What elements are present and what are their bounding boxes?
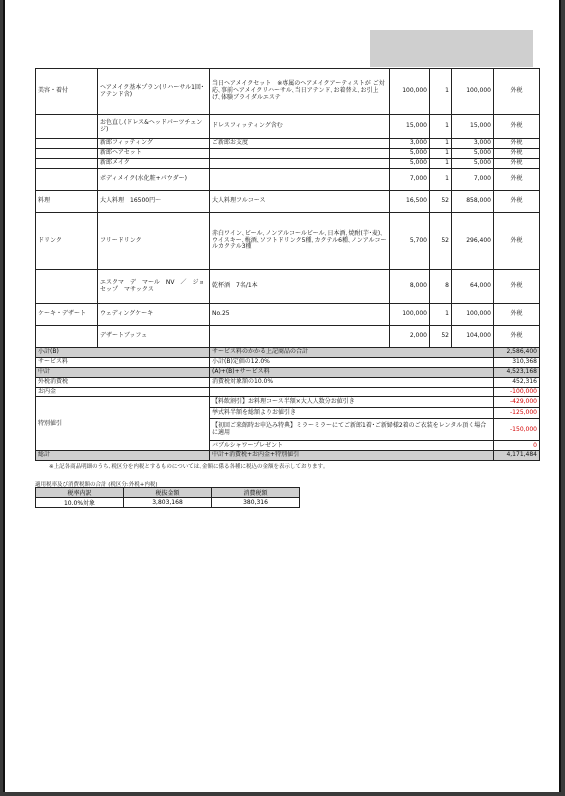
column-header: 消費税額 bbox=[212, 488, 300, 498]
category-cell bbox=[36, 139, 98, 149]
column-header: 税率内訳 bbox=[36, 488, 124, 498]
discount-amount: -125,000 bbox=[494, 408, 540, 419]
midtotal-row bbox=[36, 367, 540, 377]
amount-cell: 7,000 bbox=[452, 169, 494, 191]
total-desc: 中計+消費税+お内金+特別値引 bbox=[210, 451, 494, 461]
desc-cell: 当日ヘアメイクセット ※専属のヘアメイクアーティストが ご対応､事前ヘアメイクリハーサル､当日アテンド､お着替え､お引上げ､体験ブライダルエステ bbox=[210, 69, 390, 115]
desc-cell: 大人料理フルコース bbox=[210, 191, 390, 213]
tax-cell: 外税 bbox=[494, 213, 540, 270]
qty-cell: 52 bbox=[430, 191, 452, 213]
estimate-page bbox=[3, 0, 561, 792]
category-cell: 美容・着付 bbox=[36, 69, 98, 115]
amount-cell: 5,000 bbox=[452, 159, 494, 169]
category-cell bbox=[36, 149, 98, 159]
tax-amount-cell: 380,316 bbox=[212, 498, 300, 508]
discount-amount: 0 bbox=[494, 441, 540, 451]
table-row bbox=[36, 115, 540, 139]
discount-label: 特別値引 bbox=[36, 397, 210, 451]
amount-cell: 104,000 bbox=[452, 326, 494, 348]
tax-cell: 外税 bbox=[494, 69, 540, 115]
tax-note: ※上記各商品明細のうち､税区分を内税とするものについては､金額に係る各種に税込の金額を表示しております｡ bbox=[49, 464, 326, 470]
amount-cell: 15,000 bbox=[452, 115, 494, 139]
subtotal-row bbox=[36, 348, 540, 358]
amount-cell: 5,000 bbox=[452, 149, 494, 159]
total-label: 総計 bbox=[36, 451, 210, 461]
grand-total-row bbox=[36, 451, 540, 461]
qty-cell: 1 bbox=[430, 159, 452, 169]
table-row bbox=[36, 304, 540, 326]
summary-label: 外税消費税 bbox=[36, 377, 210, 387]
qty-cell: 1 bbox=[430, 169, 452, 191]
category-cell bbox=[36, 270, 98, 304]
tax-cell: 外税 bbox=[494, 191, 540, 213]
item-cell: 新郎メイク bbox=[98, 159, 210, 169]
tax-cell: 外税 bbox=[494, 149, 540, 159]
redacted-area bbox=[370, 30, 533, 67]
tax-cell: 外税 bbox=[494, 159, 540, 169]
total-amount: 4,171,484 bbox=[494, 451, 540, 461]
summary-amount: -100,000 bbox=[494, 387, 540, 397]
desc-cell bbox=[210, 169, 390, 191]
tax-summary-title: 適用税率及び消費税額の合計 (税区分:外税+内税) bbox=[35, 482, 158, 488]
column-header: 税抜金額 bbox=[124, 488, 212, 498]
item-cell: ボディメイク(水化粧+パウダー) bbox=[98, 169, 210, 191]
desc-cell: No.25 bbox=[210, 304, 390, 326]
price-cell: 3,000 bbox=[390, 139, 430, 149]
price-cell: 2,000 bbox=[390, 326, 430, 348]
table-row bbox=[36, 159, 540, 169]
category-cell bbox=[36, 169, 98, 191]
amount-cell: 296,400 bbox=[452, 213, 494, 270]
item-cell: お色直し(ドレス&ヘッドパーツチェンジ) bbox=[98, 115, 210, 139]
price-cell: 15,000 bbox=[390, 115, 430, 139]
discount-desc: バブルシャワープレゼント bbox=[210, 441, 494, 451]
price-cell: 5,700 bbox=[390, 213, 430, 270]
amount-cell: 100,000 bbox=[452, 304, 494, 326]
qty-cell: 1 bbox=[430, 69, 452, 115]
price-cell: 16,500 bbox=[390, 191, 430, 213]
summary-desc: 消費税対象額の10.0% bbox=[210, 377, 494, 387]
tax-cell: 外税 bbox=[494, 139, 540, 149]
table-row bbox=[36, 270, 540, 304]
summary-amount: 452,316 bbox=[494, 377, 540, 387]
desc-cell: ご新郎お支度 bbox=[210, 139, 390, 149]
qty-cell: 8 bbox=[430, 270, 452, 304]
desc-cell bbox=[210, 326, 390, 348]
tax-cell: 外税 bbox=[494, 304, 540, 326]
desc-cell: 赤白ワイン､ビール､ノンアルコールビール､日本酒､焼酎(芋･麦)､ウイスキー､梅酒､ソフトドリンク5種､カクテル6種､ノンアルコールカクテル3種 bbox=[210, 213, 390, 270]
qty-cell: 52 bbox=[430, 213, 452, 270]
desc-cell: 乾杯酒 7名/1本 bbox=[210, 270, 390, 304]
tax-cell: 外税 bbox=[494, 270, 540, 304]
discount-desc: 【料飲割引】お料理コース半額×大人人数分お値引き bbox=[210, 397, 494, 408]
summary-label: 小計(B) bbox=[36, 348, 210, 358]
item-cell: ウェディングケーキ bbox=[98, 304, 210, 326]
discount-row bbox=[36, 397, 540, 408]
desc-cell: ドレスフィッティング含む bbox=[210, 115, 390, 139]
qty-cell: 1 bbox=[430, 304, 452, 326]
deposit-row bbox=[36, 387, 540, 397]
tax-summary-header bbox=[36, 488, 300, 498]
item-cell: 新郎フィッティング bbox=[98, 139, 210, 149]
item-cell: 大人料理 16500円～ bbox=[98, 191, 210, 213]
category-cell bbox=[36, 159, 98, 169]
price-cell: 5,000 bbox=[390, 149, 430, 159]
pre-tax-amount-cell: 3,803,168 bbox=[124, 498, 212, 508]
estimate-table bbox=[35, 68, 540, 461]
table-row bbox=[36, 169, 540, 191]
desc-cell bbox=[210, 149, 390, 159]
service-charge-row bbox=[36, 357, 540, 367]
qty-cell: 52 bbox=[430, 326, 452, 348]
summary-amount: 4,523,168 bbox=[494, 367, 540, 377]
price-cell: 100,000 bbox=[390, 69, 430, 115]
category-cell bbox=[36, 326, 98, 348]
summary-amount: 310,368 bbox=[494, 357, 540, 367]
table-row bbox=[36, 191, 540, 213]
qty-cell: 1 bbox=[430, 115, 452, 139]
item-cell: エスクマ デ マール NV ／ ジョセップ マサックス bbox=[98, 270, 210, 304]
summary-label: お内金 bbox=[36, 387, 210, 397]
category-cell: ケーキ・デザート bbox=[36, 304, 98, 326]
table-row bbox=[36, 149, 540, 159]
qty-cell: 1 bbox=[430, 139, 452, 149]
summary-amount: 2,586,400 bbox=[494, 348, 540, 358]
discount-desc: 挙式料半額を総額よりお値引き bbox=[210, 408, 494, 419]
amount-cell: 3,000 bbox=[452, 139, 494, 149]
price-cell: 8,000 bbox=[390, 270, 430, 304]
qty-cell: 1 bbox=[430, 149, 452, 159]
summary-desc: サービス料のかかる上記商品の合計 bbox=[210, 348, 494, 358]
item-cell: 新郎ヘアセット bbox=[98, 149, 210, 159]
amount-cell: 64,000 bbox=[452, 270, 494, 304]
tax-cell: 外税 bbox=[494, 169, 540, 191]
discount-amount: -150,000 bbox=[494, 419, 540, 441]
consumption-tax-row bbox=[36, 377, 540, 387]
item-cell: ヘアメイク基本プラン(リハーサル1回･アテンド含) bbox=[98, 69, 210, 115]
table-row bbox=[36, 139, 540, 149]
tax-rate-cell: 10.0%対象 bbox=[36, 498, 124, 508]
summary-label: 中計 bbox=[36, 367, 210, 377]
amount-cell: 100,000 bbox=[452, 69, 494, 115]
price-cell: 7,000 bbox=[390, 169, 430, 191]
table-row bbox=[36, 69, 540, 115]
tax-summary-table bbox=[35, 487, 300, 508]
desc-cell bbox=[210, 159, 390, 169]
table-row bbox=[36, 213, 540, 270]
tax-summary-row bbox=[36, 498, 300, 508]
price-cell: 100,000 bbox=[390, 304, 430, 326]
item-cell: フリードリンク bbox=[98, 213, 210, 270]
category-cell: ドリンク bbox=[36, 213, 98, 270]
item-cell: デザートブッフェ bbox=[98, 326, 210, 348]
category-cell bbox=[36, 115, 98, 139]
discount-amount: -429,000 bbox=[494, 397, 540, 408]
category-cell: 料理 bbox=[36, 191, 98, 213]
price-cell: 5,000 bbox=[390, 159, 430, 169]
summary-label: サービス料 bbox=[36, 357, 210, 367]
summary-desc bbox=[210, 387, 494, 397]
amount-cell: 858,000 bbox=[452, 191, 494, 213]
summary-desc: (A)+(B)+サービス料 bbox=[210, 367, 494, 377]
table-row bbox=[36, 326, 540, 348]
discount-desc: 【初回ご来館時お申込み特典】ミラーミラーにてご新郎1着･ご新婦様2着のご衣装をレンタル頂く場合に適用 bbox=[210, 419, 494, 441]
tax-cell: 外税 bbox=[494, 115, 540, 139]
summary-desc: 小計(B)定価の12.0% bbox=[210, 357, 494, 367]
tax-cell: 外税 bbox=[494, 326, 540, 348]
